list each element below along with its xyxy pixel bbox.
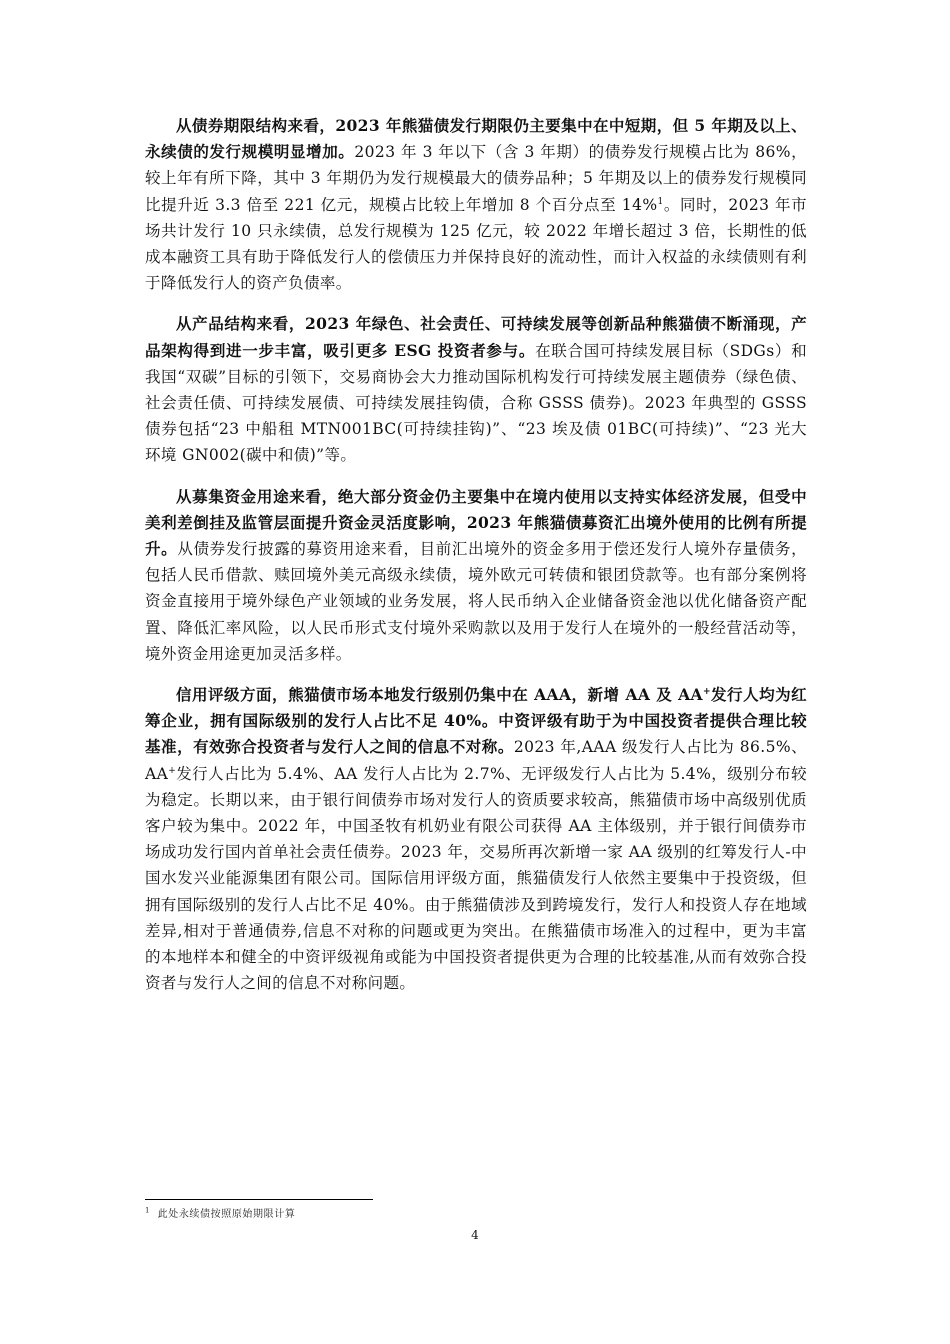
- paragraph-credit-rating: [145, 682, 807, 996]
- superscript-plus: +: [168, 765, 177, 776]
- paragraph-body: 2023 年 3 年以下（含 3 年期）的债券发行规模占比为 86%，较上年有所下降，其中 3 年期仍为发行规模最大的债券品种；5 年期及以上的债券发行规模同比提升近 3.3 倍至 221 亿元，规模占比较上年增加 8 个百分点至 14%: [145, 143, 807, 214]
- paragraph-product-structure: [145, 311, 807, 468]
- superscript-plus: +: [702, 686, 711, 697]
- page-number: 4: [471, 1228, 479, 1242]
- footnote-separator: [145, 1199, 373, 1200]
- paragraph-body: 在联合国可持续发展目标（SDGs）和我国“双碳”目标的引领下，交易商协会大力推动国际机构发行可持续发展主题债券（绿色债、社会责任债、可持续发展债、可持续发展挂钩债，合称 GSSS 债券)。2023 年典型的 GSSS 债券包括“23 中船租 MTN001BC(可持续挂钩)”、“23 埃及债 01BC(可持续)”、“23 光大环境 GN002(碳中和债)”等。: [145, 341, 807, 465]
- paragraph-bond-maturity: [145, 113, 807, 296]
- body-text: [145, 113, 807, 1012]
- paragraph-fund-usage: [145, 484, 807, 667]
- paragraph-body: 从债券发行披露的募资用途来看，目前汇出境外的资金多用于偿还发行人境外存量债务，包括人民币借款、赎回境外美元高级永续债，境外欧元可转债和银团贷款等。也有部分案例将资金直接用于境外绿色产业领域的业务发展，将人民币纳入企业储备资金池以优化储备资产配置、降低汇率风险，以人民币形式支付境外采购款以及用于发行人在境外的一般经营活动等，境外资金用途更加灵活多样。: [145, 540, 807, 663]
- paragraph-lead: 从产品结构来看，2023 年绿色、社会责任、可持续发展等创新品种熊猫债不断涌现，产品架构得到进一步丰富，吸引更多 ESG 投资者参与。: [145, 314, 807, 360]
- paragraph-body-continued: 。同时，2023 年市场共计发行 10 只永续债，总发行规模为 125 亿元，较 2022 年增长超过 3 倍，长期性的低成本融资工具有助于降低发行人的偿债压力并保持良好的流动性，而计入权益的永续债则有利于降低发行人的资产负债率。: [145, 195, 807, 293]
- lead-text: 信用评级方面，熊猫债市场本地发行级别仍集中在 AAA，新增 AA 及 AA: [176, 685, 703, 705]
- footnote-reference[interactable]: 1: [657, 196, 664, 207]
- footnote-marker: 1: [145, 1206, 151, 1215]
- footnote-text: 此处永续债按照原始期限计算: [157, 1209, 296, 1220]
- paragraph-lead: 从债券期限结构来看，2023 年熊猫债发行期限仍主要集中在中短期，但 5 年期及以上、永续债的发行规模明显增加。: [145, 116, 807, 162]
- paragraph-body-continued: 发行人占比为 5.4%、AA 发行人占比为 2.7%、无评级发行人占比为 5.4%，级别分布较为稳定。长期以来，由于银行间债券市场对发行人的资质要求较高，熊猫债市场中高级别优质客户较为集中。2022 年，中国圣牧有机奶业有限公司获得 AA 主体级别，并于银行间债券市场成功发行国内首单社会责任债券。2023 年，交易所再次新增一家 AA 级别的红筹发行人-中国水发兴业能源集团有限公司。国际信用评级方面，熊猫债发行人依然主要集中于投资级，但拥有国际级别的发行人占比不足 40%。由于熊猫债涉及到跨境发行，发行人和投资人存在地域差异,相对于普通债券,信息不对称的问题或更为突出。在熊猫债市场准入的过程中，更为丰富的本地样本和健全的中资评级视角或能为中国投资者提供更为合理的比较基准,从而有效弥合投资者与发行人之间的信息不对称问题。: [145, 764, 807, 993]
- lead-text-continued: 发行人均为红筹企业，拥有国际级别的发行人占比不足 40%。中资评级有助于为中国投资者提供合理比较基准，有效弥合投资者与发行人之间的信息不对称。: [145, 685, 807, 757]
- paragraph-lead: 从募集资金用途来看，绝大部分资金仍主要集中在境内使用以支持实体经济发展，但受中美利差倒挂及监管层面提升资金灵活度影响，2023 年熊猫债募资汇出境外使用的比例有所提升。: [145, 486, 807, 559]
- footnote: [145, 1208, 295, 1222]
- paragraph-body: 2023 年,AAA 级发行人占比为 86.5%、AA: [145, 738, 808, 783]
